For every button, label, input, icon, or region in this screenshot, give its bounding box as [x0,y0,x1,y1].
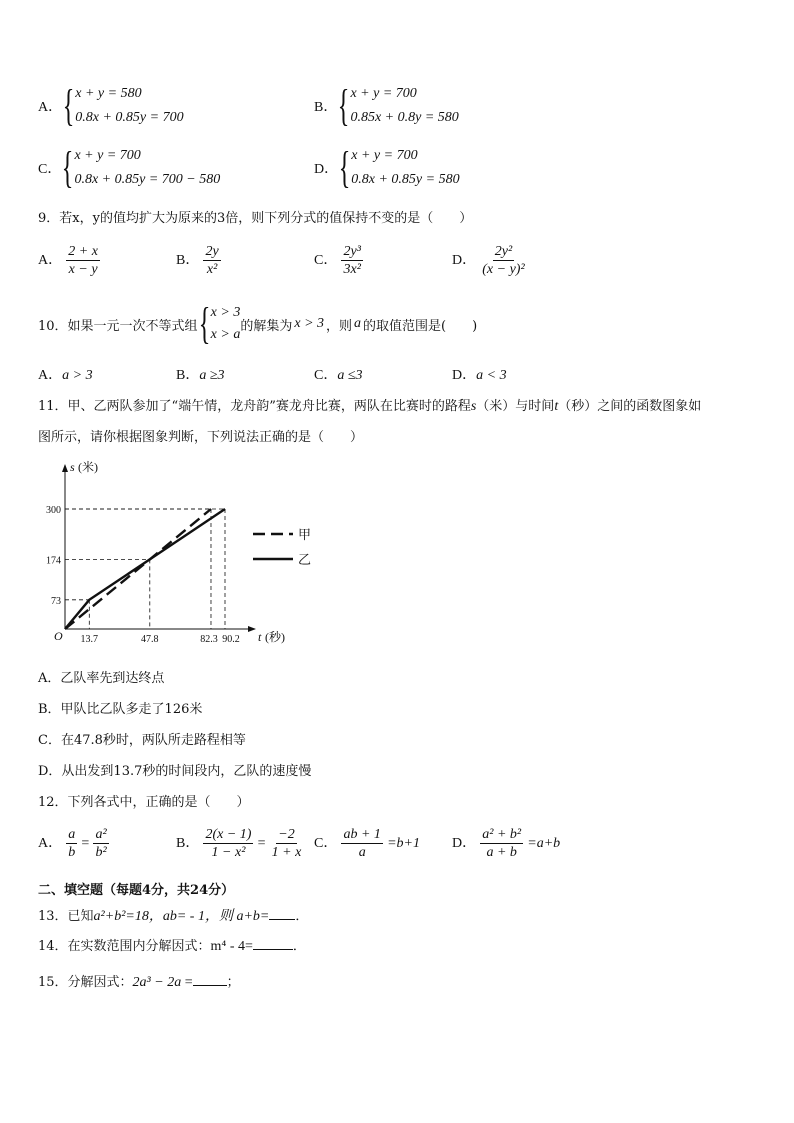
fraction: $\frac{2(x - 1)}{\text{1 − x²}}$ [205,827,252,860]
series-line-甲 [65,509,211,629]
x-tick-label: 90.2 [222,634,240,645]
q8-option-d[interactable]: D． { x + y = 700 0.8x + 0.85y = 580 [314,143,460,192]
x-axis-variable: t [258,630,262,644]
y-tick-label: 300 [46,505,61,516]
q10-option-c[interactable]: C．a ≤3 [314,368,363,383]
q11-stem-line1: 11．甲、乙两队参加了“端午情，龙舟韵”赛龙舟比赛，两队在比赛时的路程s（米）与时间t（秒）之间的函数图象如 [38,399,702,414]
brace: { [338,143,351,192]
q12-option-d[interactable]: D． $\frac{\text{a² + b²}}{a + b}$ =a+b [452,827,561,860]
fraction: $\frac{ab + 1}{a}$ [343,827,381,860]
fraction: $\frac{-2}{1 + x}$ [271,827,302,860]
q12-option-b[interactable]: B． $\frac{2(x - 1)}{\text{1 − x²}}$ = $\frac{-2}{1 + x}$ [176,827,302,860]
brace: { [62,143,74,192]
q9-option-a[interactable]: A． $\frac{2 + x}{x - y}$ [38,244,98,277]
fraction: $\frac{\text{2y²}}{\text{(x − y)²}}$ [482,244,525,277]
x-tick-label: 47.8 [141,634,159,645]
y-axis-unit: (米) [78,460,98,474]
distance-time-chart [30,455,330,655]
q11-option-c[interactable]: C．在47.8秒时，两队所走路程相等 [38,733,246,748]
q9-option-c[interactable]: C． $\frac{\text{2y³}}{\text{3x²}}$ [314,244,361,277]
q10-option-b[interactable]: B．a ≥3 [176,368,225,383]
q15: 15．分解因式：2a³ − 2a = ； [38,975,240,990]
q13: 13．已知a²+b²=18，ab= - 1，则 a+b= ． [38,909,309,924]
y-axis-arrow [62,464,68,472]
y-tick-label: 174 [46,555,61,567]
q14: 14．在实数范围内分解因式：m⁴ - 4= ． [38,939,306,954]
legend-label: 乙 [298,552,312,567]
fraction: $\frac{2y}{\text{x²}}$ [205,244,219,277]
y-axis-variable: s [70,460,75,474]
q12-option-a[interactable]: A． $\frac{a}{b}$ = $\frac{\text{a²}}{\text{b²}}$ [38,827,107,860]
q9-option-d[interactable]: D． $\frac{\text{2y²}}{\text{(x − y)²}}$ [452,244,525,277]
x-tick-label: 13.7 [80,634,99,645]
fraction: $\frac{a}{b}$ [68,827,76,860]
q8-option-b[interactable]: B． { x + y = 700 0.85x + 0.8y = 580 [314,81,459,130]
q11-option-b[interactable]: B．甲队比乙队多走了126米 [38,702,203,717]
q11-option-a[interactable]: A．乙队率先到达终点 [38,671,165,686]
fraction: $\frac{\text{a² + b²}}{a + b}$ [482,827,522,860]
x-tick-label: 82.3 [200,634,218,645]
q10-option-a[interactable]: A．a > 3 [38,368,93,383]
answer-blank[interactable] [269,919,295,920]
brace: { [198,299,210,348]
origin-label: O [54,629,63,643]
q9-stem: 9．若x，y的值均扩大为原来的3倍，则下列分式的值保持不变的是（ ） [38,211,473,226]
series-line-乙 [65,509,225,629]
q12-stem: 12．下列各式中，正确的是（ ） [38,795,250,810]
q10-stem: 10．如果一元一次不等式组 { x > 3 x > a 的解集为 x > 3 ，则 a 的取值范围是( ) [38,299,478,348]
y-tick-label: 73 [51,595,61,607]
fraction: $\frac{2 + x}{x - y}$ [68,244,98,277]
brace: { [62,81,75,130]
q9-option-b[interactable]: B． $\frac{2y}{\text{x²}}$ [176,244,219,277]
q11-stem-line2: 图所示，请你根据图象判断，下列说法正确的是（ ） [38,430,364,445]
q10-option-d[interactable]: D．a < 3 [452,368,507,383]
answer-blank[interactable] [253,949,293,950]
answer-blank[interactable] [193,985,227,986]
legend-label: 甲 [298,527,312,542]
q12-option-c[interactable]: C． $\frac{ab + 1}{a}$ =b+1 [314,827,420,860]
fraction: $\frac{\text{2y³}}{\text{3x²}}$ [343,244,361,277]
q8-option-c[interactable]: C． { x + y = 700 0.8x + 0.85y = 700 − 580 [38,143,221,192]
brace: { [338,81,350,130]
x-axis-arrow [248,626,256,632]
q11-option-d[interactable]: D．从出发到13.7秒的时间段内，乙队的速度慢 [38,764,312,779]
fraction: $\frac{\text{a²}}{\text{b²}}$ [95,827,107,860]
q8-option-a[interactable]: A． { x + y = 580 0.8x + 0.85y = 700 [38,81,184,130]
section-heading: 二、填空题（每题4分，共24分） [38,883,235,898]
x-axis-unit: (秒) [265,630,285,644]
